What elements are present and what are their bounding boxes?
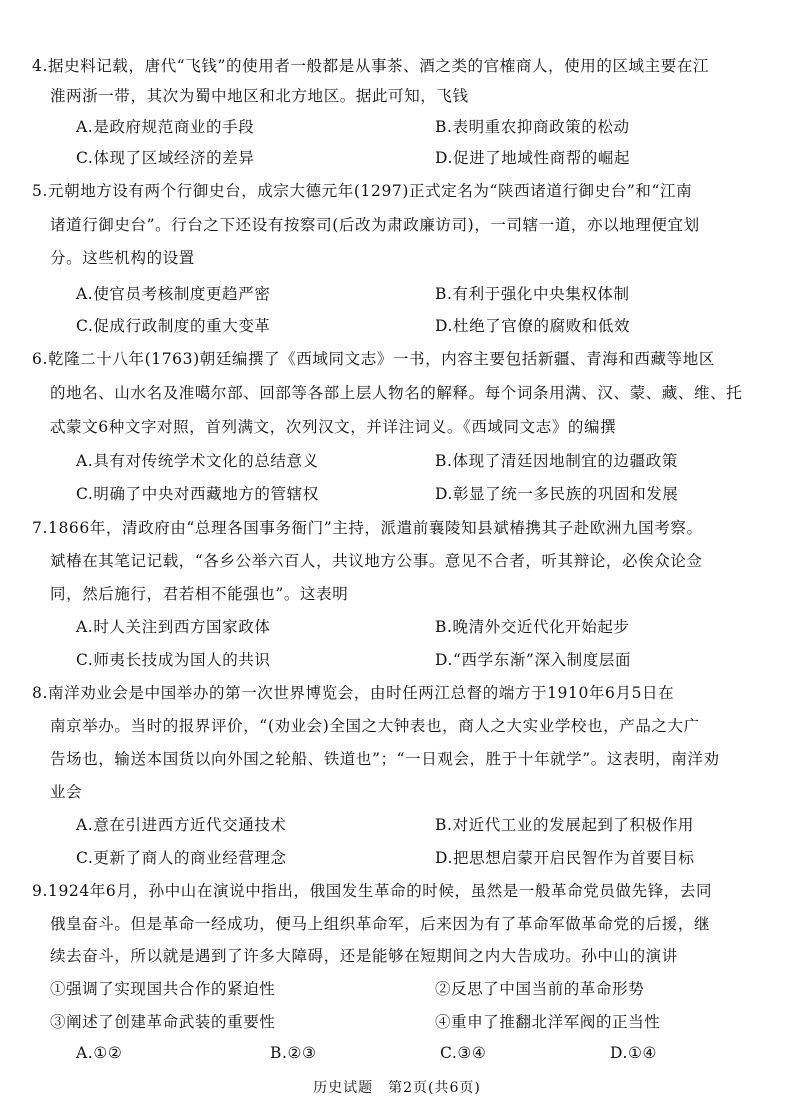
question-4-option-b: B.表明重农抑商政策的松动: [435, 118, 630, 136]
question-9-stem-line-1: 9.1924年6月，孙中山在演说中指出，俄国发生革命的时候，虽然是一般革命党员做先锋，去同: [32, 882, 713, 900]
question-9-stem-line-3: 续去奋斗，所以就是遇到了许多大障碍，还是能够在短期间之内大告成功。孙中山的演讲: [50, 947, 678, 965]
question-6-stem-line-1: 6.乾隆二十八年(1763)朝廷编撰了《西域同文志》一书，内容主要包括新疆、青海和西藏等地区: [32, 350, 715, 368]
question-6-option-d: D.彰显了统一多民族的巩固和发展: [435, 485, 679, 503]
question-6-stem-line-2: 的地名、山水名及准噶尔部、回部等各部上层人物名的解释。每个词条用满、汉、蒙、藏、维、托: [50, 384, 743, 402]
question-7-option-c: C.师夷长技成为国人的共识: [76, 651, 271, 669]
question-5-option-b: B.有利于强化中央集权体制: [435, 285, 630, 303]
question-4-option-a: A.是政府规范商业的手段: [76, 118, 255, 136]
question-9-statement-2: ②反思了中国当前的革命形势: [435, 980, 645, 998]
question-5-option-a: A.使官员考核制度更趋严密: [76, 285, 271, 303]
question-6-option-b: B.体现了清廷因地制宜的边疆政策: [435, 452, 678, 470]
question-7-stem-line-2: 斌椿在其笔记记载，“各乡公举六百人，共议地方公事。意见不合者，听其辩论，必俟众论佥: [50, 552, 703, 570]
question-8-stem-line-3: 告场也，输送本国货以向外国之轮船、铁道也”；“一日观会，胜于十年就学”。这表明，南洋劝: [50, 750, 720, 768]
question-7-stem-line-3: 同，然后施行，君若相不能强也”。这表明: [50, 585, 349, 603]
question-5-option-d: D.杜绝了官僚的腐败和低效: [435, 317, 631, 335]
question-4-option-d: D.促进了地域性商帮的崛起: [435, 149, 631, 167]
question-5-stem-line-2: 诸道行御史台”。行台之下还设有按察司(后改为肃政廉访司)，一司辖一道，亦以地理便宜划: [50, 216, 700, 234]
question-7-stem-line-1: 7.1866年，清政府由“总理各国事务衙门”主持，派遣前襄陵知县斌椿携其子赴欧洲九国考察。: [32, 519, 703, 537]
question-9-option-d: D.①④: [610, 1044, 657, 1062]
question-8-stem-line-4: 业会: [50, 783, 83, 801]
question-8-stem-line-1: 8.南洋劝业会是中国举办的第一次世界博览会，由时任两江总督的端方于1910年6月5日在: [32, 684, 675, 702]
question-9-statement-4: ④重申了推翻北洋军阀的正当性: [435, 1013, 661, 1031]
question-6-option-a: A.具有对传统学术文化的总结意义: [76, 452, 319, 470]
question-8-option-c: C.更新了商人的商业经营理念: [76, 849, 287, 867]
question-9-statement-1: ①强调了实现国共合作的紧迫性: [50, 980, 276, 998]
page-footer: 历史试题 第2页(共6页): [313, 1080, 481, 1096]
question-5-stem-line-3: 分。这些机构的设置: [50, 249, 195, 267]
question-7-option-d: D.“西学东渐”深入制度层面: [435, 651, 632, 669]
question-9-option-b: B.②③: [270, 1044, 317, 1062]
question-9-option-a: A.①②: [76, 1044, 123, 1062]
question-4-stem-line-2: 淮两浙一带，其次为蜀中地区和北方地区。据此可知，飞钱: [50, 87, 469, 105]
question-6-stem-line-3: 忒蒙文6种文字对照，首列满文，次列汉文，并详注词义。《西域同文志》的编撰: [50, 418, 617, 436]
question-5-stem-line-1: 5.元朝地方设有两个行御史台，成宗大德元年(1297)正式定名为“陕西诸道行御史台”和“江南: [32, 182, 693, 200]
question-4-option-c: C.体现了区域经济的差异: [76, 149, 255, 167]
question-6-option-c: C.明确了中央对西藏地方的管辖权: [76, 485, 319, 503]
question-4-stem-line-1: 4.据史料记载，唐代“飞钱”的使用者一般都是从事茶、酒之类的官榷商人，使用的区域主要在江: [32, 57, 710, 75]
question-7-option-b: B.晚清外交近代化开始起步: [435, 618, 630, 636]
question-9-option-c: C.③④: [440, 1044, 487, 1062]
question-8-option-b: B.对近代工业的发展起到了积极作用: [435, 816, 695, 834]
question-9-stem-line-2: 俄皇奋斗。但是革命一经成功，便马上组织革命军，后来因为有了革命军做革命党的后援，继: [50, 915, 711, 933]
question-5-option-c: C.促成行政制度的重大变革: [76, 317, 271, 335]
question-8-stem-line-2: 南京举办。当时的报界评价，“(劝业会)全国之大钟表也，商人之大实业学校也，产品之大广: [50, 717, 700, 735]
question-8-option-d: D.把思想启蒙开启民智作为首要目标: [435, 849, 695, 867]
question-7-option-a: A.时人关注到西方国家政体: [76, 618, 271, 636]
question-9-statement-3: ③阐述了创建革命武装的重要性: [50, 1013, 276, 1031]
question-8-option-a: A.意在引进西方近代交通技术: [76, 816, 287, 834]
